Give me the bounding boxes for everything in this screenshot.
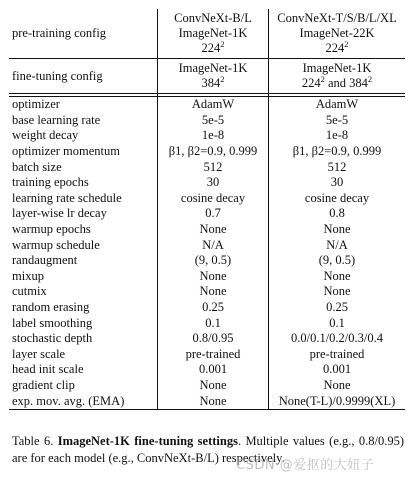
row-label: base learning rate: [12, 112, 101, 127]
row-label: layer scale: [12, 346, 66, 361]
row-value-col1: 30: [158, 175, 269, 191]
table-row: [9, 191, 405, 207]
row-value-col2: 0.0/0.1/0.2/0.3/0.4: [269, 331, 406, 347]
row-value-col2: None: [269, 378, 406, 394]
row-label: batch size: [12, 159, 62, 174]
col1-model-name: ConvNeXt-B/L: [174, 11, 252, 25]
table-row: [9, 253, 405, 269]
row-value-col1: 5e-5: [158, 113, 269, 129]
caption-prefix: Table 6.: [12, 434, 54, 448]
col1-finetuning-resolution: $384^2$: [201, 74, 225, 90]
row-label: stochastic depth: [12, 331, 93, 346]
table-row: [9, 128, 405, 144]
table-row: [9, 144, 405, 160]
table-row: [9, 300, 405, 316]
table-row: [9, 378, 405, 394]
finetuning-label: fine-tuning config: [9, 59, 158, 94]
row-value-col2: None(T-L)/0.9999(XL): [269, 393, 406, 409]
row-value-col1: AdamW: [158, 97, 269, 113]
finetuning-settings-table: [9, 9, 405, 410]
row-value-col2: 0.001: [269, 362, 406, 378]
table-row: [9, 206, 405, 222]
row-value-col1: None: [158, 222, 269, 238]
row-value-col2: AdamW: [269, 97, 406, 113]
caption-title: ImageNet-1K fine-tuning settings: [57, 434, 238, 448]
row-value-col1: 0.001: [158, 362, 269, 378]
row-value-col2: None: [269, 284, 406, 300]
row-label: training epochs: [12, 175, 89, 190]
table-row: [9, 393, 405, 409]
col1-finetuning-dataset: ImageNet-1K: [178, 61, 248, 75]
row-value-col1: cosine decay: [158, 191, 269, 207]
row-value-col2: 30: [269, 175, 406, 191]
row-value-col2: 5e-5: [269, 113, 406, 129]
col2-finetuning-dataset: ImageNet-1K: [302, 61, 372, 75]
col2-pretraining-dataset: ImageNet-22K: [299, 26, 375, 40]
row-value-col1: (9, 0.5): [158, 253, 269, 269]
col1-pretraining-resolution: $224^2$: [201, 39, 225, 55]
pretraining-header-row: [9, 9, 405, 59]
row-value-col2: β1, β2=0.9, 0.999: [269, 144, 406, 160]
col2-pretraining-cell: [269, 9, 406, 59]
caption-body: . Multiple values (e.g., 0.8/0.95) are for each model (e.g., ConvNeXt-B/L) respectively.: [12, 434, 404, 465]
table-row: [9, 362, 405, 378]
row-label: cutmix: [12, 284, 47, 299]
row-value-col2: 0.8: [269, 206, 406, 222]
table-row: [9, 269, 405, 285]
row-value-col1: 512: [158, 159, 269, 175]
row-label: warmup schedule: [12, 237, 100, 252]
row-value-col1: pre-trained: [158, 347, 269, 363]
row-value-col1: 0.8/0.95: [158, 331, 269, 347]
row-value-col1: N/A: [158, 237, 269, 253]
row-label: randaugment: [12, 253, 78, 268]
col2-finetuning-resolution: $224^2$ and $384^2$: [301, 74, 373, 90]
col2-model-name: ConvNeXt-T/S/B/L/XL: [277, 11, 397, 25]
row-value-col2: None: [269, 269, 406, 285]
col2-finetuning-cell: [269, 59, 406, 94]
row-value-col2: 512: [269, 159, 406, 175]
row-label: gradient clip: [12, 377, 75, 392]
col1-pretraining-cell: [158, 9, 269, 59]
col1-finetuning-cell: [158, 59, 269, 94]
finetuning-header-row: [9, 59, 405, 94]
col1-pretraining-dataset: ImageNet-1K: [178, 26, 248, 40]
row-value-col1: 0.25: [158, 300, 269, 316]
row-value-col2: cosine decay: [269, 191, 406, 207]
table-row: [9, 175, 405, 191]
row-label: layer-wise lr decay: [12, 206, 107, 221]
row-value-col2: 0.25: [269, 300, 406, 316]
row-label: head init scale: [12, 362, 84, 377]
col2-pretraining-resolution: $224^2$: [325, 39, 349, 55]
row-value-col1: 0.7: [158, 206, 269, 222]
row-value-col2: (9, 0.5): [269, 253, 406, 269]
row-value-col1: 0.1: [158, 315, 269, 331]
row-value-col1: β1, β2=0.9, 0.999: [158, 144, 269, 160]
table-row: [9, 159, 405, 175]
row-value-col1: 1e-8: [158, 128, 269, 144]
row-label: learning rate schedule: [12, 190, 122, 205]
row-value-col1: None: [158, 284, 269, 300]
row-value-col2: pre-trained: [269, 347, 406, 363]
table-row: [9, 237, 405, 253]
table-row: [9, 222, 405, 238]
row-label: optimizer momentum: [12, 144, 120, 159]
row-label: exp. mov. avg. (EMA): [9, 393, 158, 409]
row-value-col1: None: [158, 393, 269, 409]
table-row: [9, 347, 405, 363]
settings-rows: [9, 97, 405, 410]
table-row: [9, 113, 405, 129]
table-row: [9, 97, 405, 113]
row-value-col1: None: [158, 378, 269, 394]
table-row: [9, 284, 405, 300]
row-value-col2: N/A: [269, 237, 406, 253]
row-label: weight decay: [12, 128, 79, 143]
row-label: label smoothing: [12, 315, 93, 330]
pretraining-label: pre-training config: [9, 9, 158, 59]
row-label: mixup: [12, 268, 44, 283]
row-label: random erasing: [12, 300, 90, 315]
row-label: optimizer: [12, 97, 60, 112]
row-value-col2: 0.1: [269, 315, 406, 331]
row-value-col2: None: [269, 222, 406, 238]
row-value-col1: None: [158, 269, 269, 285]
table-row: [9, 331, 405, 347]
table-row: [9, 315, 405, 331]
row-value-col2: 1e-8: [269, 128, 406, 144]
watermark-text: CSDN @爱抠的大妞子: [236, 458, 375, 473]
row-label: warmup epochs: [12, 222, 91, 237]
